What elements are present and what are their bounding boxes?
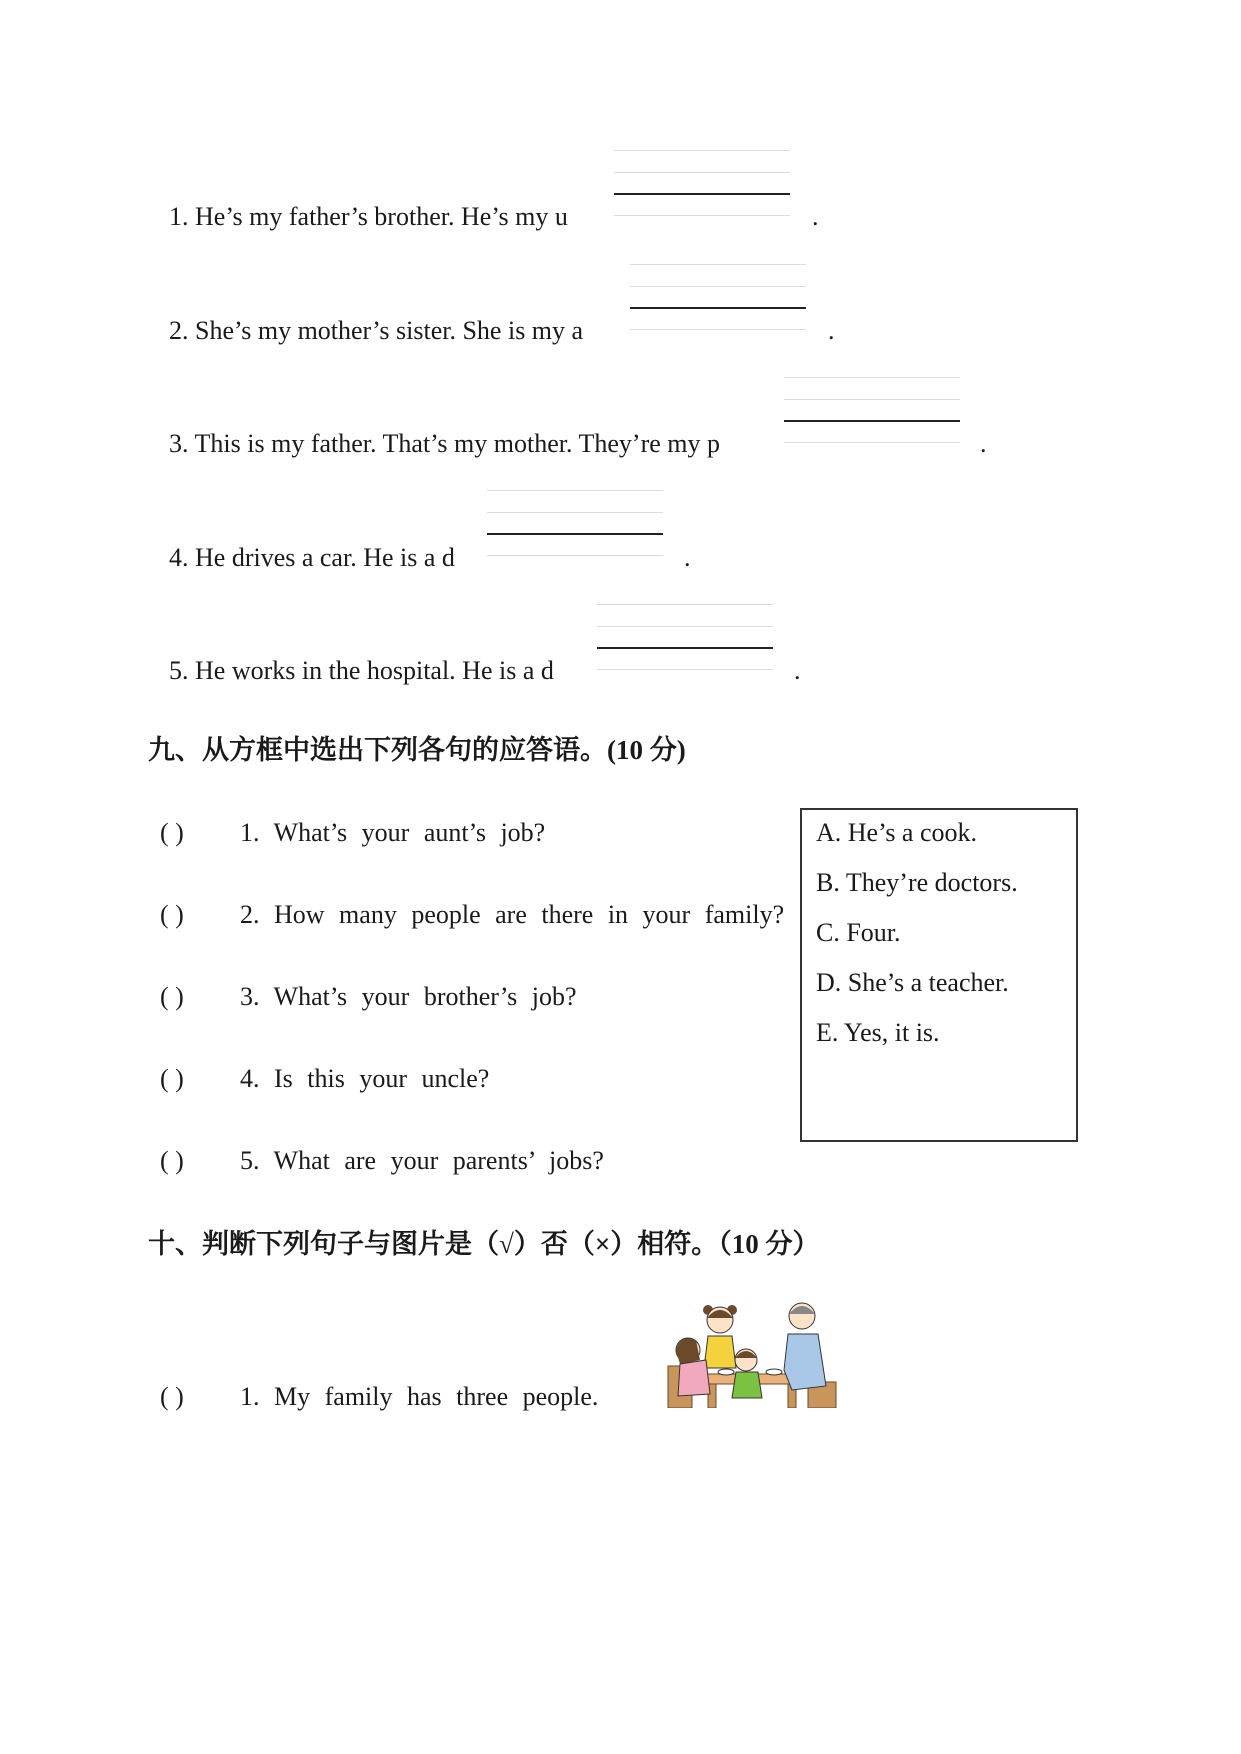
question-text: 1. What’s your aunt’s job? [240, 818, 546, 847]
sentence-text: 1. He’s my father’s brother. He’s my u [169, 202, 568, 231]
answer-paren[interactable]: ( ) [160, 1064, 184, 1093]
answer-blank-5[interactable] [597, 604, 773, 674]
sentence-end-2: . [828, 316, 835, 345]
choice-d: D. She’s a teacher. [816, 968, 1009, 997]
matching-item-4 [160, 1064, 489, 1094]
answer-blank-1[interactable] [614, 150, 790, 220]
fill-in-sentence-4 [169, 543, 455, 573]
question-text: 4. Is this your uncle? [240, 1064, 490, 1093]
answer-blank-3[interactable] [784, 377, 960, 447]
sentence-end-1: . [812, 202, 819, 231]
section-9-title: 九、从方框中选出下列各句的应答语。(10 分) [148, 735, 686, 765]
question-text: 2. How many people are there in your family? [240, 900, 785, 929]
matching-item-5 [160, 1146, 604, 1176]
choice-b: B. They’re doctors. [816, 868, 1018, 897]
answer-choices-box [800, 808, 1078, 1142]
matching-item-1 [160, 818, 545, 848]
fill-in-sentence-2 [169, 316, 583, 346]
sentence-text: 5. He works in the hospital. He is a d [169, 656, 554, 685]
answer-blank-2[interactable] [630, 264, 806, 334]
sentence-text: 3. This is my father. That’s my mother. They’re my p [169, 429, 720, 458]
man-blue-shirt [784, 1334, 826, 1390]
fill-in-sentence-3 [169, 429, 720, 459]
answer-paren[interactable]: ( ) [160, 900, 184, 929]
answer-paren[interactable]: ( ) [160, 818, 184, 847]
matching-item-2 [160, 900, 784, 930]
matching-item-3 [160, 982, 576, 1012]
sentence-text: 4. He drives a car. He is a d [169, 543, 455, 572]
answer-paren[interactable]: ( ) [160, 1382, 184, 1411]
family-dinner-illustration [666, 1298, 838, 1408]
sentence-end-3: . [980, 429, 987, 458]
answer-paren[interactable]: ( ) [160, 1146, 184, 1175]
sentence-end-5: . [794, 656, 801, 685]
girl-pink-shirt [678, 1360, 710, 1396]
sentence-text: 2. She’s my mother’s sister. She is my a [169, 316, 584, 345]
statement-text: 1. My family has three people. [240, 1382, 599, 1411]
question-text: 3. What’s your brother’s job? [240, 982, 577, 1011]
choice-a: A. He’s a cook. [816, 818, 978, 847]
fill-in-sentence-5 [169, 656, 554, 686]
boy-green-shirt [732, 1372, 762, 1398]
section-10-title: 十、判断下列句子与图片是（√）否（×）相符。（10 分） [148, 1229, 820, 1259]
fill-in-sentence-1 [169, 202, 568, 232]
sentence-end-4: . [684, 543, 691, 572]
judge-item-1 [160, 1382, 598, 1412]
question-text: 5. What are your parents’ jobs? [240, 1146, 604, 1175]
choice-c: C. Four. [816, 918, 901, 947]
answer-paren[interactable]: ( ) [160, 982, 184, 1011]
answer-blank-4[interactable] [487, 490, 663, 560]
choice-e: E. Yes, it is. [816, 1018, 940, 1047]
girl-yellow-shirt [704, 1336, 736, 1368]
